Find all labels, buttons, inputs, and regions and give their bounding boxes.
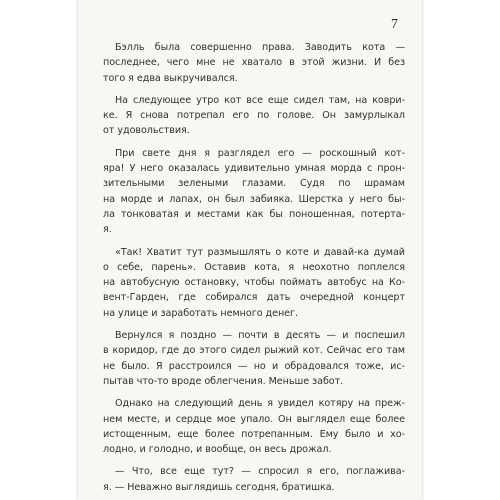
text-line: того я едва выкручивался.: [103, 72, 238, 84]
text-line: на морде и лапах, он был забияка. Шерстка у него бы-: [103, 193, 405, 205]
text-line: зительными зелеными глазами. Судя по шрамам: [103, 178, 405, 190]
page-number: 7: [391, 17, 398, 32]
paragraph: [103, 245, 405, 321]
text-line: яра! У него оказалась удивительно умная морда с прон-: [103, 163, 405, 175]
text-line: о себе, парень». Оставив кота, я неохотно поплелся: [103, 261, 405, 273]
text-line: я. — Неважно выглядишь сегодня, братишка.: [103, 481, 335, 493]
paragraph: [103, 396, 405, 457]
paragraph: [103, 146, 405, 238]
paragraph: [103, 464, 405, 495]
book-page: [78, 0, 422, 500]
text-line: от удовольствия.: [103, 125, 190, 137]
text-line: в коридор, где до этого сидел рыжий кот. Сейчас его там: [103, 345, 405, 357]
text-line: При свете дня я разглядел его — роскошный кот-: [115, 147, 405, 159]
text-line: я.: [103, 224, 112, 236]
text-line: лодно, и голодно, и вообще, он весь дрожал.: [103, 444, 332, 456]
text-line: — Что, все еще тут? — спросил я его, поглажива-: [115, 466, 405, 478]
text-line: ла тонковатая и местами как бы поношенная, потерта-: [103, 208, 405, 220]
paragraph: [103, 328, 405, 389]
text-line: вент-Гарден, где собирался дать очередной концерт: [103, 292, 405, 304]
paragraph: [103, 40, 405, 86]
text-line: нем месте, и сердце мое упало. Он выглядел еще более: [103, 413, 405, 425]
text-line: Бэлль была совершенно права. Заводить кота —: [115, 42, 405, 53]
text-line: ке. Я снова потрепал его по голове. Он замурлыкал: [103, 110, 405, 122]
text-line: последнее, чего мне не хватало в этой жизни. И без: [103, 57, 405, 69]
text-line: не было. Я расстроился — но и обрадовался тоже, ис-: [103, 360, 405, 372]
text-line: «Так! Хватит тут размышлять о коте и давай-ка думай: [115, 246, 405, 258]
text-line: на улице и заработать немного денег.: [103, 307, 299, 319]
text-line: истощенным, еще более потрепанным. Ему было и хо-: [103, 428, 405, 440]
text-line: на автобусную остановку, чтобы поймать автобус на Ко-: [103, 277, 405, 289]
text-line: Вернулся я поздно — почти в десять — и поспешил: [115, 330, 405, 342]
text-line: Однако на следующий день я увидел котяру на преж-: [115, 398, 405, 410]
text-line: пытав что-то вроде облегчения. Меньше забот.: [103, 375, 344, 387]
body-text: [103, 40, 405, 500]
paragraph: [103, 93, 405, 139]
text-line: На следующее утро кот все еще сидел там, на коври-: [115, 94, 405, 106]
